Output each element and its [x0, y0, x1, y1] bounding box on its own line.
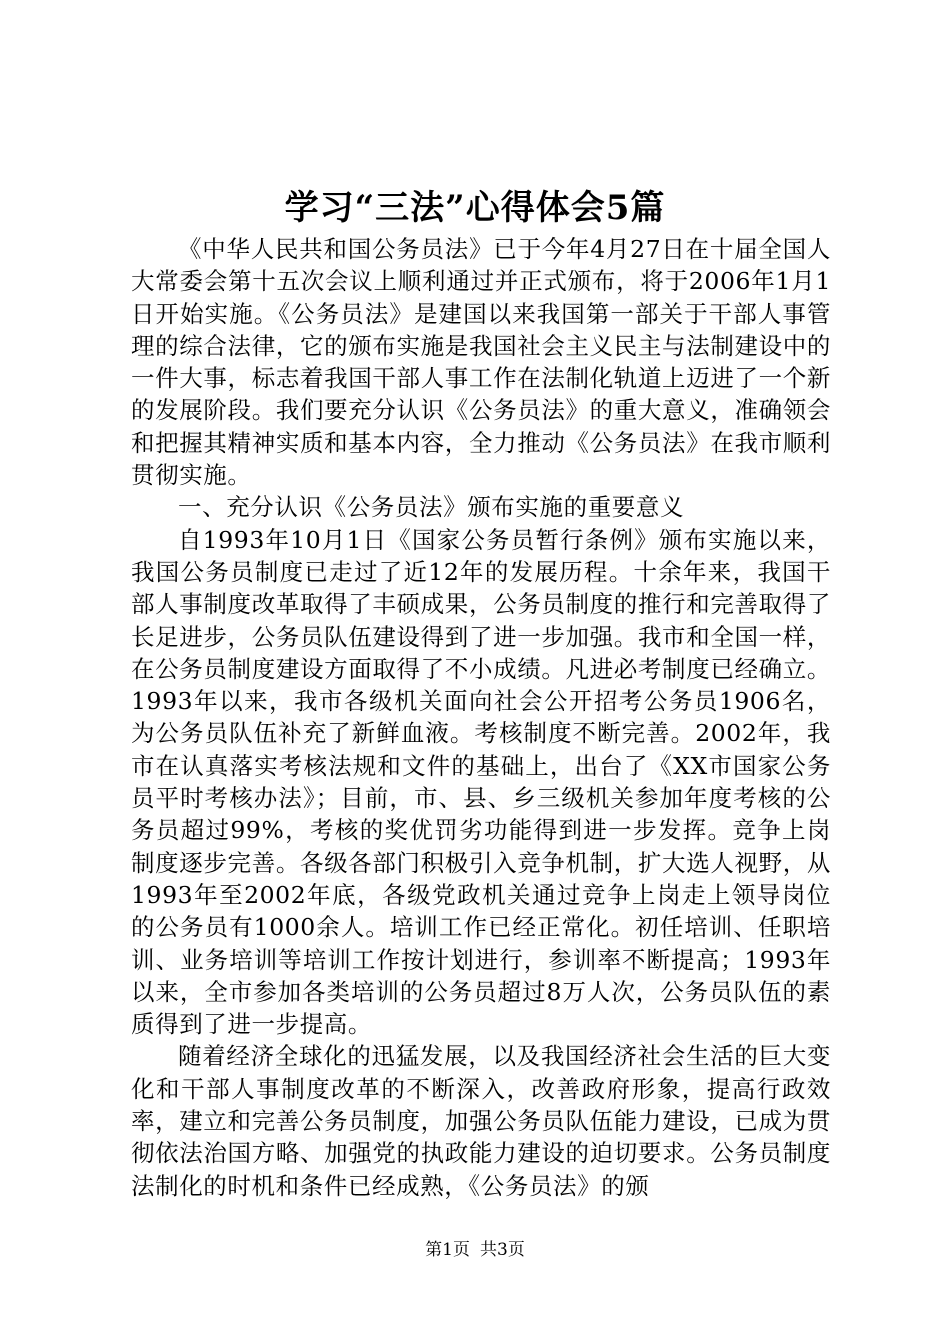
section-heading: 一、充分认识《公务员法》颁布实施的重要意义	[178, 493, 685, 522]
body-paragraph: 自1993年10月1日《国家公务员暂行条例》颁布实施以来，我国公务员制度已走过了近12年的发展历程。十余年来，我国干部人事制度改革取得了丰硕成果，公务员制度的推行和完善取得了长足进步，公务员队伍建设得到了进一步加强。我市和全国一样，在公务员制度建设方面取得了不小成绩。凡进必考制度已经确立。1993年以来，我市各级机关面向社会公开招考公务员1906名，为公务员队伍补充了新鲜血液。考核制度不断完善。2002年，我市在认真落实考核法规和文件的基础上，出台了《XX市国家公务员平时考核办法》；目前，市、县、乡三级机关参加年度考核的公务员超过99%，考核的奖优罚劣功能得到进一步发挥。竞争上岗制度逐步完善。各级各部门积极引入竞争机制，扩大选人视野，从1993年至2002年底，各级党政机关通过竞争上岗走上领导岗位的公务员有1000余人。培训工作已经正常化。初任培训、任职培训、业务培训等培训工作按计划进行，参训率不断提高；1993年以来，全市参加各类培训的公务员超过8万人次，公务员队伍的素质得到了进一步提高。	[131, 525, 831, 1039]
page-total: 共3页	[480, 1240, 525, 1260]
intro-paragraph: 《中华人民共和国公务员法》已于今年4月27日在十届全国人大常委会第十五次会议上顺利通过并正式颁布，将于2006年1月1日开始实施。《公务员法》是建国以来我国第一部关于干部人事管理的综合法律，它的颁布实施是我国社会主义民主与法制建设中的一件大事，标志着我国干部人事工作在法制化轨道上迈进了一个新的发展阶段。我们要充分认识《公务员法》的重大意义，准确领会和把握其精神实质和基本内容，全力推动《公务员法》在我市顺利贯彻实施。	[131, 235, 831, 490]
body-paragraph: 随着经济全球化的迅猛发展，以及我国经济社会生活的巨大变化和干部人事制度改革的不断深入，改善政府形象，提高行政效率，建立和完善公务员制度，加强公务员队伍能力建设，已成为贯彻依法治国方略、加强党的执政能力建设的迫切要求。公务员制度法制化的时机和条件已经成熟，《公务员法》的颁	[131, 1042, 831, 1200]
document-title: 学习“三法”心得体会5篇	[284, 188, 666, 228]
page-footer	[0, 1238, 950, 1262]
document-body	[131, 233, 831, 1202]
page-number: 第1页	[425, 1240, 470, 1260]
